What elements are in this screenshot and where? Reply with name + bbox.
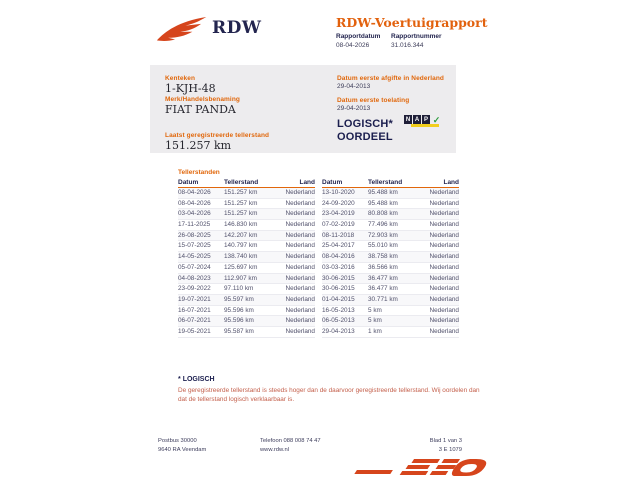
- row-datum: 08-04-2016: [322, 253, 355, 261]
- kenteken-value: 1-KJH-48: [165, 82, 216, 95]
- row-datum: 19-05-2021: [178, 327, 211, 335]
- nap-letter-a: A: [414, 116, 420, 123]
- eerste-toelating-label: Datum eerste toelating: [337, 97, 410, 104]
- row-datum: 17-11-2025: [178, 221, 211, 229]
- merk-label: Merk/Handelsbenaming: [165, 96, 240, 103]
- page-title: RDW-Voertuigrapport: [336, 15, 488, 30]
- row-tellerstand: 112.907 km: [224, 274, 257, 282]
- table-row: [322, 284, 459, 295]
- table-row: [178, 231, 315, 242]
- row-tellerstand: 125.697 km: [224, 263, 258, 271]
- eerste-afgifte-label: Datum eerste afgifte in Nederland: [337, 75, 444, 82]
- row-land: Nederland: [285, 327, 315, 335]
- table-row: [178, 327, 315, 338]
- row-land: Nederland: [285, 263, 315, 271]
- footnote-title-text: LOGISCH: [182, 376, 215, 383]
- tellerstanden-table-left: [178, 178, 315, 338]
- footer-form-code: 3 E 1079: [438, 447, 462, 453]
- row-land: Nederland: [429, 327, 459, 335]
- footnote-asterisk: *: [178, 376, 181, 383]
- row-datum: 06-07-2021: [178, 317, 211, 325]
- row-tellerstand: 72.903 km: [368, 231, 398, 239]
- row-land: Nederland: [429, 221, 459, 229]
- table-row: [178, 241, 315, 252]
- table-row: [178, 274, 315, 285]
- table-row: [322, 252, 459, 263]
- row-land: Nederland: [429, 285, 459, 293]
- header-tellerstand: Tellerstand: [224, 179, 259, 186]
- row-tellerstand: 138.740 km: [224, 253, 258, 261]
- table-row: [322, 327, 459, 338]
- row-datum: 07-02-2019: [322, 221, 355, 229]
- table-row: [322, 263, 459, 274]
- row-land: Nederland: [285, 221, 315, 229]
- eerste-afgifte-value: 29-04-2013: [337, 83, 371, 90]
- table-row: [322, 220, 459, 231]
- nap-letter-n: N: [405, 116, 411, 123]
- footer-page-info: [400, 437, 462, 455]
- row-land: Nederland: [429, 231, 459, 239]
- row-datum: 04-08-2023: [178, 274, 211, 282]
- row-tellerstand: 36.477 km: [368, 274, 398, 282]
- report-date-value: 08-04-2026: [336, 42, 370, 49]
- table-row: [178, 199, 315, 210]
- row-tellerstand: 5 km: [368, 317, 382, 325]
- row-land: Nederland: [429, 189, 459, 196]
- row-land: Nederland: [429, 199, 459, 207]
- row-datum: 14-05-2025: [178, 253, 211, 261]
- row-land: Nederland: [285, 285, 315, 293]
- row-datum: 29-04-2013: [322, 327, 355, 335]
- row-datum: 16-05-2013: [322, 306, 355, 314]
- table-row: [178, 284, 315, 295]
- footer-address-line1: Postbus 30000: [158, 438, 197, 444]
- rdw-logo-text: RDW: [212, 18, 262, 38]
- eerste-toelating-value: 29-04-2013: [337, 105, 371, 112]
- row-tellerstand: 95.587 km: [224, 327, 254, 335]
- row-land: Nederland: [285, 317, 315, 325]
- row-datum: 19-07-2021: [178, 295, 211, 303]
- oordeel-line2: OORDEEL: [337, 131, 393, 143]
- header-land: Land: [299, 179, 315, 186]
- row-land: Nederland: [285, 295, 315, 303]
- row-tellerstand: 151.257 km: [224, 199, 258, 207]
- table-row: [322, 231, 459, 242]
- row-datum: 23-09-2022: [178, 285, 211, 293]
- row-datum: 03-03-2016: [322, 263, 355, 271]
- row-tellerstand: 38.758 km: [368, 253, 398, 261]
- footer-website: www.rdw.nl: [260, 447, 289, 453]
- row-tellerstand: 95.597 km: [224, 295, 254, 303]
- row-tellerstand: 30.771 km: [368, 295, 398, 303]
- row-land: Nederland: [285, 242, 315, 250]
- row-datum: 08-04-2026: [178, 189, 211, 196]
- row-datum: 08-04-2026: [178, 199, 211, 207]
- laatste-tellerstand-value: 151.257 km: [165, 139, 232, 152]
- header-datum: Datum: [322, 179, 343, 186]
- row-land: Nederland: [285, 189, 315, 196]
- row-datum: 24-09-2020: [322, 199, 355, 207]
- row-land: Nederland: [429, 306, 459, 314]
- oordeel-text: [337, 118, 393, 144]
- footer-speed-graphic: [338, 456, 490, 480]
- merk-value: FIAT PANDA: [165, 103, 236, 116]
- row-tellerstand: 142.207 km: [224, 231, 258, 239]
- row-land: Nederland: [429, 253, 459, 261]
- footnote-text: De geregistreerde tellerstand is steeds hoger dan de daarvoor geregistreerde tellerstand. Wij oordelen dan dat de tellerstand logisch verklaarbaar is.: [178, 387, 480, 403]
- table-row: [178, 295, 315, 306]
- table-row: [178, 188, 315, 199]
- table-row: [322, 241, 459, 252]
- row-datum: 03-04-2026: [178, 210, 211, 218]
- footer-address-line2: 9640 RA Veendam: [158, 447, 207, 453]
- report-date-label: Rapportdatum: [336, 33, 381, 40]
- header-tellerstand: Tellerstand: [368, 179, 403, 186]
- row-land: Nederland: [285, 231, 315, 239]
- row-tellerstand: 97.110 km: [224, 285, 254, 293]
- row-tellerstand: 77.496 km: [368, 221, 398, 229]
- row-tellerstand: 55.010 km: [368, 242, 398, 250]
- row-tellerstand: 80.808 km: [368, 210, 398, 218]
- footer-phone: Telefoon 088 008 74 47: [260, 438, 321, 444]
- row-datum: 08-11-2018: [322, 231, 355, 239]
- row-land: Nederland: [429, 263, 459, 271]
- table-row: [178, 263, 315, 274]
- table-row: [178, 252, 315, 263]
- row-tellerstand: 146.830 km: [224, 221, 258, 229]
- table-row: [322, 188, 459, 199]
- row-tellerstand: 95.488 km: [368, 189, 398, 196]
- row-land: Nederland: [285, 274, 315, 282]
- row-land: Nederland: [285, 253, 315, 261]
- row-land: Nederland: [429, 317, 459, 325]
- row-tellerstand: 151.257 km: [224, 210, 258, 218]
- table-row: [322, 209, 459, 220]
- nap-logo: [404, 115, 442, 125]
- report-number-value: 31.016.344: [391, 42, 424, 49]
- row-datum: 13-10-2020: [322, 189, 355, 196]
- footer-contact: [260, 437, 321, 455]
- row-tellerstand: 151.257 km: [224, 189, 258, 196]
- row-tellerstand: 5 km: [368, 306, 382, 314]
- laatste-tellerstand-label: Laatst geregistreerde tellerstand: [165, 132, 270, 139]
- row-datum: 16-07-2021: [178, 306, 211, 314]
- tellerstanden-title: Tellerstanden: [178, 169, 220, 176]
- row-tellerstand: 36.477 km: [368, 285, 398, 293]
- table-header: [322, 178, 459, 188]
- header-datum: Datum: [178, 179, 199, 186]
- row-land: Nederland: [429, 242, 459, 250]
- row-datum: 26-08-2025: [178, 231, 211, 239]
- row-datum: 23-04-2019: [322, 210, 355, 218]
- row-datum: 30-06-2015: [322, 274, 355, 282]
- tellerstanden-table-right: [322, 178, 459, 338]
- row-datum: 25-04-2017: [322, 242, 355, 250]
- table-row: [178, 316, 315, 327]
- row-land: Nederland: [429, 210, 459, 218]
- footer-page-number: Blad 1 van 3: [429, 438, 462, 444]
- header-land: Land: [443, 179, 459, 186]
- row-datum: 30-06-2015: [322, 285, 355, 293]
- report-number-label: Rapportnummer: [391, 33, 442, 40]
- row-datum: 01-04-2015: [322, 295, 355, 303]
- table-row: [178, 209, 315, 220]
- table-header: [178, 178, 315, 188]
- table-row: [322, 306, 459, 317]
- table-row: [322, 274, 459, 285]
- nap-check-icon: ✓: [432, 115, 441, 125]
- row-tellerstand: 95.596 km: [224, 317, 254, 325]
- row-land: Nederland: [285, 306, 315, 314]
- row-tellerstand: 95.596 km: [224, 306, 254, 314]
- table-row: [322, 316, 459, 327]
- row-land: Nederland: [429, 295, 459, 303]
- table-row: [322, 295, 459, 306]
- rdw-wing-icon: [156, 16, 208, 44]
- kenteken-label: Kenteken: [165, 75, 196, 82]
- row-datum: 05-07-2024: [178, 263, 211, 271]
- table-row: [178, 220, 315, 231]
- row-land: Nederland: [285, 199, 315, 207]
- footnote-title: [178, 376, 215, 383]
- table-row: [322, 199, 459, 210]
- table-body-left: [178, 188, 315, 338]
- row-tellerstand: 1 km: [368, 327, 382, 335]
- row-tellerstand: 140.797 km: [224, 242, 258, 250]
- table-body-right: [322, 188, 459, 338]
- nap-letter-p: P: [423, 116, 428, 123]
- table-row: [178, 306, 315, 317]
- row-datum: 15-07-2025: [178, 242, 211, 250]
- row-tellerstand: 36.566 km: [368, 263, 398, 271]
- row-tellerstand: 95.488 km: [368, 199, 398, 207]
- row-land: Nederland: [429, 274, 459, 282]
- footer-address: [158, 437, 206, 455]
- oordeel-line1: LOGISCH*: [337, 118, 393, 130]
- row-datum: 06-05-2013: [322, 317, 355, 325]
- row-land: Nederland: [285, 210, 315, 218]
